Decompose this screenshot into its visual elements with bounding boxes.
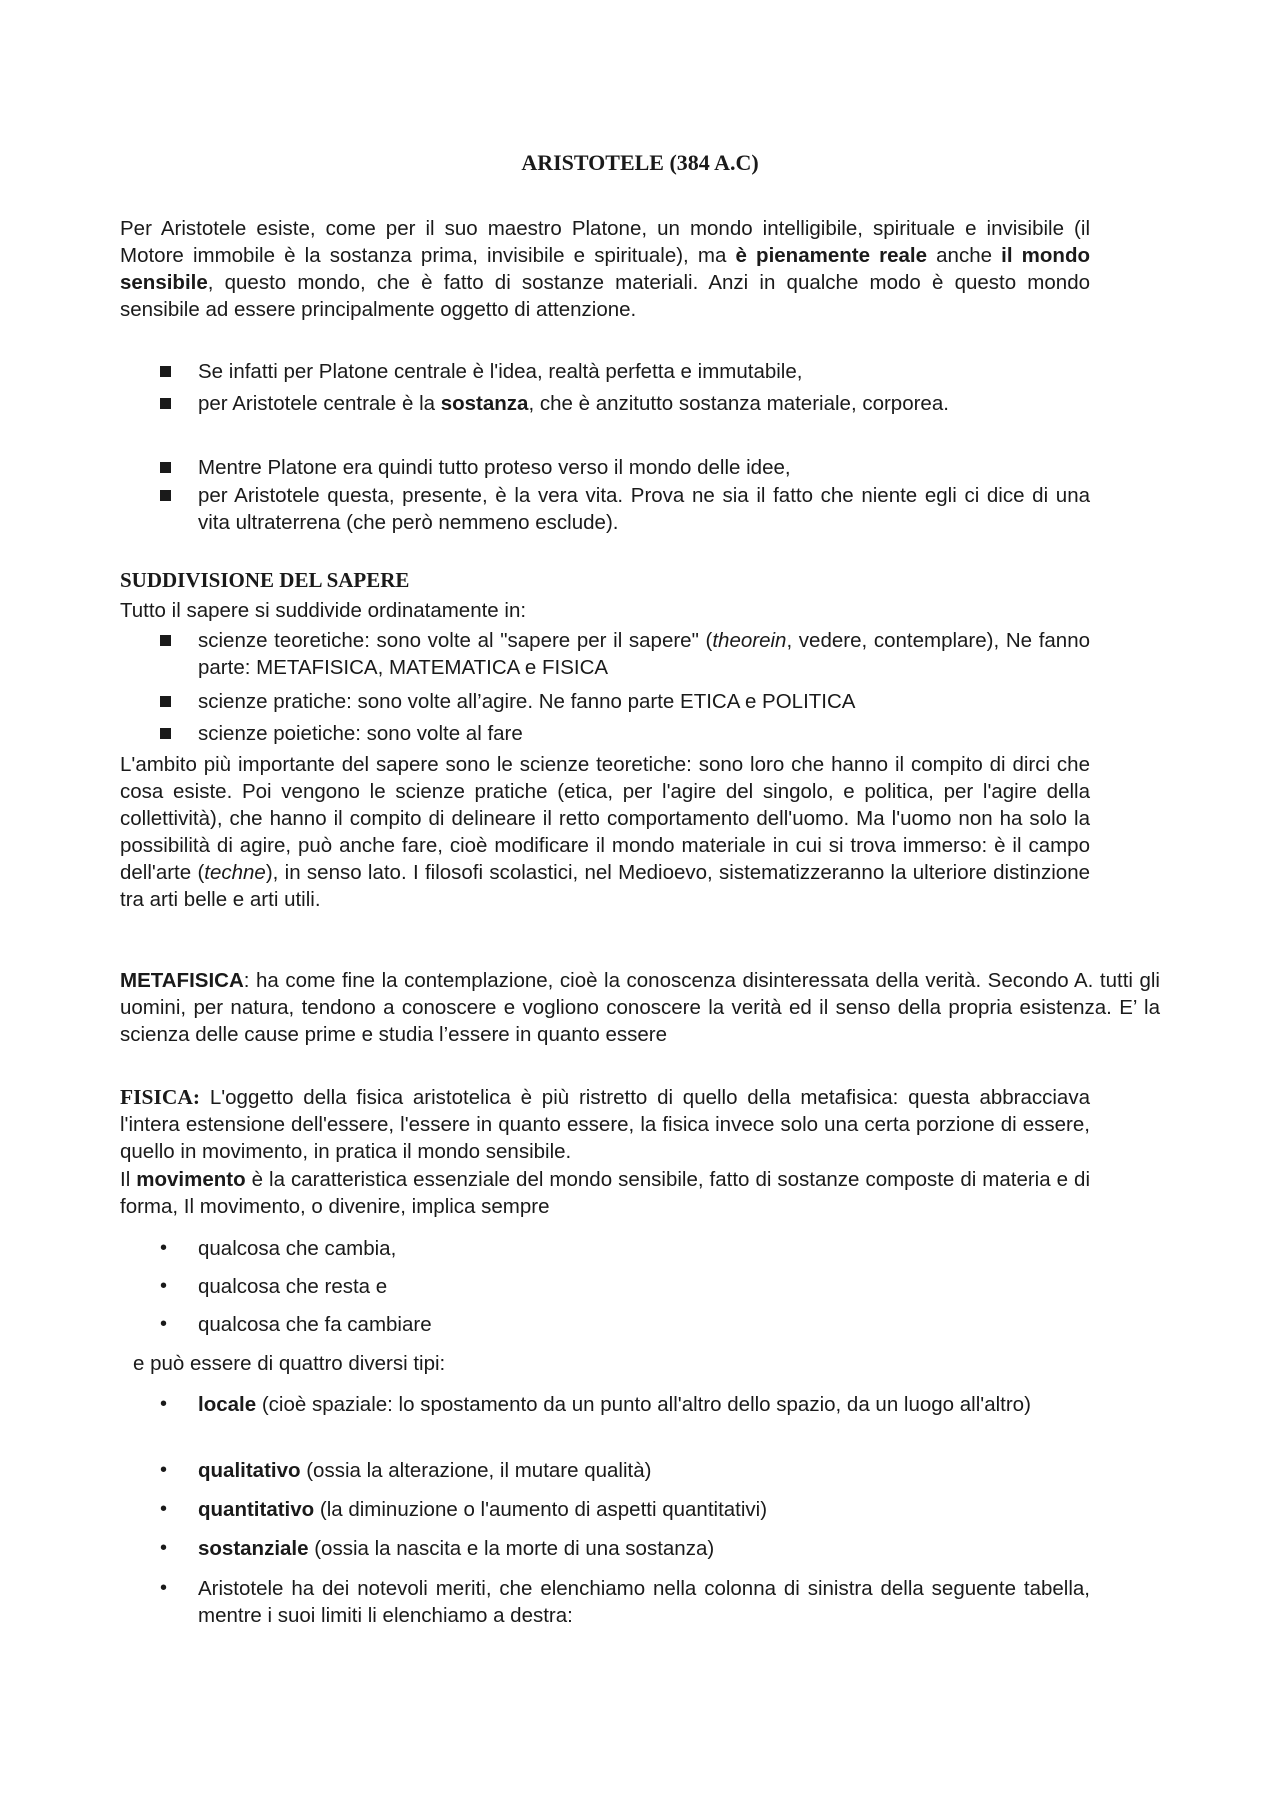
dot-bullet-icon: • (160, 1237, 168, 1259)
dot-bullet-icon: • (160, 1577, 168, 1599)
square-bullet-icon (160, 490, 171, 501)
list-item: qualitativo (ossia la alterazione, il mutare qualità) (198, 1459, 652, 1482)
list-item: per Aristotele questa, presente, è la vera vita. Prova ne sia il fatto che niente egli ci dice di una vita ultraterrena (che però nemmeno esclude). (198, 484, 1090, 534)
square-bullet-icon (160, 398, 171, 409)
metafisica-label: METAFISICA (120, 969, 244, 992)
list-item: qualcosa che fa cambiare (198, 1313, 432, 1336)
list-item: quantitativo (la diminuzione o l'aumento di aspetti quantitativi) (198, 1498, 768, 1521)
metafisica-paragraph: METAFISICA: ha come fine la contemplazione, cioè la conoscenza disinteressata della verità. Secondo A. tutti gli uomini, per natura, tendono a conoscere e vogliono conoscere la verità ed il senso della propria esistenza. E’ la scienza delle cause prime e studia l’essere in quanto essere (120, 969, 1160, 1046)
list-item: Aristotele ha dei notevoli meriti, che elenchiamo nella colonna di sinistra della seguente tabella, mentre i suoi limiti li elenchiamo a destra: (198, 1577, 1090, 1627)
square-bullet-icon (160, 696, 171, 707)
list-item: per Aristotele centrale è la sostanza, che è anzitutto sostanza materiale, corporea. (198, 392, 949, 415)
list-item: scienze pratiche: sono volte all’agire. Ne fanno parte ETICA e POLITICA (198, 690, 856, 713)
dot-bullet-icon: • (160, 1537, 168, 1559)
list-item: scienze teoretiche: sono volte al "sapere per il sapere" (theorein, vedere, contemplare), Ne fanno parte: METAFISICA, MATEMATICA e FISICA (198, 629, 1090, 679)
page-title: ARISTOTELE (384 A.C) (521, 150, 759, 175)
list-item: qualcosa che cambia, (198, 1237, 397, 1260)
dot-bullet-icon: • (160, 1393, 168, 1415)
list-item: qualcosa che resta e (198, 1275, 388, 1298)
dot-bullet-icon: • (160, 1313, 168, 1335)
tipi-lead: e può essere di quattro diversi tipi: (133, 1352, 446, 1375)
square-bullet-icon (160, 462, 171, 473)
square-bullet-icon (160, 635, 171, 646)
dot-bullet-icon: • (160, 1498, 168, 1520)
dot-bullet-icon: • (160, 1275, 168, 1297)
dot-bullet-icon: • (160, 1459, 168, 1481)
section-lead: Tutto il sapere si suddivide ordinatamente in: (120, 599, 527, 622)
list-item: Mentre Platone era quindi tutto proteso verso il mondo delle idee, (198, 456, 791, 479)
square-bullet-icon (160, 728, 171, 739)
list-item: sostanziale (ossia la nascita e la morte di una sostanza) (198, 1537, 715, 1560)
list-item: locale (cioè spaziale: lo spostamento da un punto all'altro dello spazio, da un luogo all'altro) (198, 1393, 1031, 1416)
list-item: scienze poietiche: sono volte al fare (198, 722, 523, 745)
movimento-paragraph: Il movimento è la caratteristica essenziale del mondo sensibile, fatto di sostanze composte di materia e di forma, Il movimento, o divenire, implica sempre (120, 1168, 1090, 1218)
suddivisione-paragraph: L'ambito più importante del sapere sono le scienze teoretiche: sono loro che hanno il compito di dirci che cosa esiste. Poi vengono le scienze pratiche (etica, per l'agire del singolo, e politica, per l'agire della collettività), che hanno il compito di delineare il retto comportamento dell'uomo. Ma l'uomo non ha solo la possibilità di agire, può anche fare, cioè modificare il mondo materiale in cui si trova immerso: è il campo dell'arte (techne), in senso lato. I filosofi scolastici, nel Medioevo, sistematizzeranno la ulteriore distinzione tra arti belle e arti utili. (120, 753, 1091, 911)
fisica-paragraph: FISICA: L'oggetto della fisica aristotelica è più ristretto di quello della metafisica: questa abbracciava l'intera estensione dell'essere, l'essere in quanto essere, la fisica invece solo una certa porzione di essere, quello in movimento, in pratica il mondo sensibile. (120, 1085, 1090, 1163)
list-item: Se infatti per Platone centrale è l'idea, realtà perfetta e immutabile, (198, 360, 803, 383)
fisica-label: FISICA: (120, 1085, 201, 1109)
intro-paragraph: Per Aristotele esiste, come per il suo maestro Platone, un mondo intelligibile, spirituale e invisibile (il Motore immobile è la sostanza prima, invisibile e spirituale), ma è pienamente reale anche il mondo sensibile, questo mondo, che è fatto di sostanze materiali. Anzi in qualche modo è questo mondo sensibile ad essere principalmente oggetto di attenzione. (120, 217, 1090, 321)
square-bullet-icon (160, 366, 171, 377)
section-heading-suddivisione: SUDDIVISIONE DEL SAPERE (120, 568, 410, 592)
